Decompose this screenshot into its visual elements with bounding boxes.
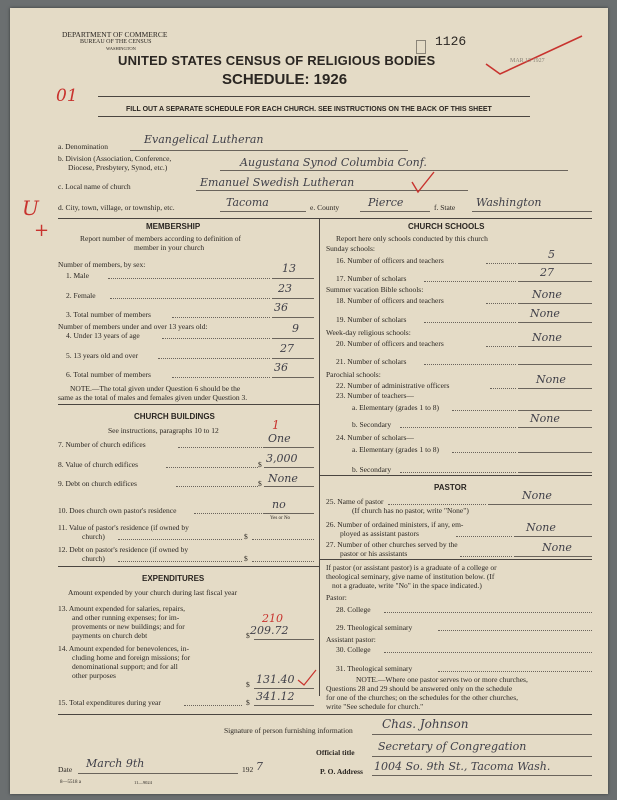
ordained-ministers-value: None — [526, 521, 556, 534]
local-name-label: c. Local name of church — [58, 182, 131, 191]
weekday-schools-label: Week-day religious schools: — [326, 328, 411, 337]
weekday-officers-value: None — [532, 331, 562, 344]
scholars-secondary-label: b. Secondary — [352, 465, 392, 474]
instructions: FILL OUT A SEPARATE SCHEDULE FOR EACH CHURCH. SEE INSTRUCTIONS ON THE BACK OF THIS SHEET — [126, 106, 492, 113]
po-address-label: P. O. Address — [320, 767, 363, 776]
residence-debt-label: 12. Debt on pastor's residence (if owned by — [58, 545, 189, 554]
edifices-value-label: 8. Value of church edifices — [58, 460, 139, 469]
church-buildings-intro: See instructions, paragraphs 10 to 12 — [108, 426, 219, 435]
pastor-name-label: 25. Name of pastor — [326, 497, 384, 506]
admin-officers-label: 22. Number of administrative officers — [336, 381, 450, 390]
teachers-secondary-value: None — [530, 412, 560, 425]
seminary-label: 29. Theological seminary — [336, 623, 413, 632]
red-annotation-one: 1 — [272, 418, 280, 432]
salaries-label-3: provements or new buildings; and for — [72, 622, 185, 631]
year-prefix: 192 — [242, 765, 254, 774]
female-label: 2. Female — [66, 291, 96, 300]
serves-note-3: for one of the churches; on the schedules for the other churches, — [326, 693, 519, 702]
under-13-label: 4. Under 13 years of age — [66, 331, 140, 340]
division-sublabel: Diocese, Presbytery, Synod, etc.) — [68, 163, 168, 172]
yes-or-no-hint: Yes or No — [270, 516, 291, 521]
salaries-label-1: 13. Amount expended for salaries, repairs, — [58, 604, 186, 613]
membership-intro: Report number of members according to definition of — [80, 234, 241, 243]
benevolences-label-4: other purposes — [72, 671, 116, 680]
ordained-ministers-label: 26. Number of ordained ministers, if any, em- — [326, 520, 464, 529]
signature-value: Chas. Johnson — [382, 717, 469, 731]
pastor-heading: PASTOR — [434, 483, 467, 492]
church-edifices-value: One — [268, 432, 291, 445]
pastor-sublabel: Pastor: — [326, 593, 347, 602]
sunday-officers-label: 16. Number of officers and teachers — [336, 256, 444, 265]
weekday-officers-label: 20. Number of officers and teachers — [336, 339, 444, 348]
total-members-value: 36 — [274, 301, 288, 314]
vacation-scholars-label: 19. Number of scholars — [336, 315, 407, 324]
red-annotation-01: 01 — [56, 86, 78, 106]
division-label: b. Division (Association, Conference, — [58, 154, 172, 163]
assistant-seminary-label: 31. Theological seminary — [336, 664, 413, 673]
church-edifices-label: 7. Number of church edifices — [58, 440, 146, 449]
total-expenditures-label: 15. Total expenditures during year — [58, 698, 161, 707]
weekday-scholars-label: 21. Number of scholars — [336, 357, 407, 366]
division-value: Augustana Synod Columbia Conf. — [240, 156, 427, 169]
other-churches-sublabel: pastor or his assistants — [340, 549, 408, 558]
total-expenditures-value: 341.12 — [256, 690, 295, 703]
male-value: 13 — [282, 262, 296, 275]
benevolences-label-1: 14. Amount expended for benevolences, in- — [58, 644, 190, 653]
total-members-label: 3. Total number of members — [66, 310, 151, 319]
sunday-officers-value: 5 — [548, 248, 555, 261]
by-sex-label: Number of members, by sex: — [58, 260, 146, 269]
ordained-ministers-sublabel: ployed as assistant pastors — [340, 529, 419, 538]
salaries-label-2: and other running expenses; for im- — [72, 613, 180, 622]
graduate-note-2: theological seminary, give name of institution below. (If — [326, 572, 495, 581]
expenditures-heading: EXPENDITURES — [142, 574, 205, 583]
teachers-elementary-label: a. Elementary (grades 1 to 8) — [352, 403, 440, 412]
sunday-scholars-value: 27 — [540, 266, 554, 279]
city-town-label: d. City, town, village, or township, etc. — [58, 203, 175, 212]
membership-intro2: member in your church — [134, 243, 205, 252]
benevolences-label-3: denominational support; and for all — [72, 662, 178, 671]
salaries-red-note: 210 — [262, 612, 283, 625]
college-label: 28. College — [336, 605, 371, 614]
membership-note-1: NOTE.—The total given under Question 6 should be the — [70, 384, 241, 393]
signature-label: Signature of person furnishing information — [224, 726, 353, 735]
scholars-elementary-label: a. Elementary (grades 1 to 8) — [352, 445, 440, 454]
male-label: 1. Male — [66, 271, 89, 280]
serves-note-4: write "See schedule for church." — [326, 702, 424, 711]
red-annotation-u: U — [22, 196, 39, 220]
over-13-label: 5. 13 years old and over — [66, 351, 139, 360]
other-churches-label: 27. Number of other churches served by the — [326, 540, 458, 549]
graduate-note-3: not a graduate, write "No" in the space indicated.) — [332, 581, 482, 590]
serial-number: 1126 — [435, 34, 467, 49]
bureau-label: BUREAU OF THE CENSUS — [80, 39, 152, 45]
schedule-title: SCHEDULE: 1926 — [222, 71, 348, 88]
total-members-2-label: 6. Total number of members — [66, 370, 151, 379]
city-label: WASHINGTON — [106, 46, 136, 51]
under-13-value: 9 — [292, 322, 299, 335]
debt-edifices-label: 9. Debt on church edifices — [58, 479, 137, 488]
state-value: Washington — [476, 196, 542, 209]
sunday-schools-label: Sunday schools: — [326, 244, 375, 253]
residence-value-label: 11. Value of pastor's residence (if owned by — [58, 523, 189, 532]
edifices-value-value: 3,000 — [266, 452, 298, 465]
serves-note-2: Questions 28 and 29 should be answered only on the schedule — [326, 684, 513, 693]
county-label: e. County — [310, 203, 340, 212]
vacation-schools-label: Summer vacation Bible schools: — [326, 285, 424, 294]
debt-edifices-value: None — [268, 472, 298, 485]
official-title-value: Secretary of Congregation — [378, 740, 527, 753]
church-schools-intro: Report here only schools conducted by this church — [336, 234, 488, 243]
salaries-label-4: payments on church debt — [72, 631, 148, 640]
other-churches-value: None — [542, 541, 572, 554]
sunday-scholars-label: 17. Number of scholars — [336, 274, 407, 283]
pastor-name-value: None — [522, 489, 552, 502]
total-members-2-value: 36 — [274, 361, 288, 374]
benevolences-label-2: cluding home and foreign missions; for — [72, 653, 191, 662]
year-suffix: 7 — [256, 760, 263, 773]
benevolences-value: 131.40 — [256, 673, 295, 686]
over-13-value: 27 — [280, 342, 294, 355]
county-value: Pierce — [368, 196, 404, 209]
denomination-value: Evangelical Lutheran — [144, 133, 264, 146]
under-over-13-label: Number of members under and over 13 years old: — [58, 322, 208, 331]
vacation-officers-value: None — [532, 288, 562, 301]
membership-note-2: same as the total of males and females given under Question 3. — [58, 393, 248, 402]
residence-value-sublabel: church) — [82, 532, 105, 541]
red-check-benevolences — [296, 668, 320, 688]
pastor-residence-label: 10. Does church own pastor's residence — [58, 506, 177, 515]
church-buildings-heading: CHURCH BUILDINGS — [134, 412, 215, 421]
date-label: Date — [58, 765, 73, 774]
teachers-label: 23. Number of teachers— — [336, 391, 414, 400]
salaries-value: 209.72 — [250, 624, 289, 637]
red-check-local — [408, 168, 438, 198]
female-value: 23 — [278, 282, 292, 295]
po-address-value: 1004 So. 9th St., Tacoma Wash. — [374, 760, 551, 773]
serial-box — [416, 40, 426, 54]
denomination-label: a. Denomination — [58, 142, 108, 151]
red-check-mark — [478, 32, 588, 80]
teachers-secondary-label: b. Secondary — [352, 420, 392, 429]
pastor-name-hint: (If church has no pastor, write "None") — [352, 506, 469, 515]
parochial-schools-label: Parochial schools: — [326, 370, 381, 379]
pastor-residence-value: no — [272, 498, 286, 511]
serves-note-1: NOTE.—Where one pastor serves two or more churches, — [356, 675, 528, 684]
date-value: March 9th — [86, 757, 145, 770]
vacation-scholars-value: None — [530, 307, 560, 320]
state-label: f. State — [434, 203, 456, 212]
graduate-note-1: If pastor (or assistant pastor) is a graduate of a college or — [326, 563, 497, 572]
received-stamp: MAR 15 1927 — [510, 58, 545, 64]
assistant-college-label: 30. College — [336, 645, 371, 654]
church-schools-heading: CHURCH SCHOOLS — [408, 222, 485, 231]
residence-debt-sublabel: church) — [82, 554, 105, 563]
form-number: 8—5518 a — [60, 780, 81, 785]
membership-heading: MEMBERSHIP — [146, 222, 201, 231]
print-code: 11—9024 — [134, 780, 152, 785]
census-form: DEPARTMENT OF COMMERCE BUREAU OF THE CENSUS WASHINGTON 1126 MAR 15 1927 UNITED STATES CENSUS OF RELIGIOUS BODIES SCHEDULE: 1926 01 FILL OUT A SEPARATE SCHEDULE FOR EACH CHURCH. SEE INSTRUCTIONS ON THE BACK OF THIS SHEET a. Denomination Evangelical Lutheran b. Division (Association, Conference, Diocese, Presbytery, Synod, etc.) Augustana Synod Columbia Conf. c. Local name of church Emanuel Swedish Lutheran d. City, town, village, or township, etc. Tacoma e. County Pierce f. State Washington U + MEMBERSHIP Report number of members according to definition of member in your church Number of members, by sex: 1. Male 13 2. Female 23 3. Total number of members 36 Number of members under and over 13 years old: 4. Under 13 years of age 9 5. 13 years old and over 27 6. Total number of members 36 NOTE.—The total given under Question 6 should be the same as the total of males and females given under Question 3. CHURCH BUILDINGS See instructions, paragraphs 10 to 12 1 7. Number of church edifices One 8. Value of church edifices $ 3,000 9. Debt on church edifices $ None 10. Does church own pastor's residence no Yes or No 11. Value of pastor's residence (if owned by church) $ 12. Debt on pastor's residence (if owned by church) $ EXPENDITURES Amount expended by your church during last fiscal year 13. Amount expended for salaries, repairs, and other running expenses; for im- provements or new buildings; and for payments on church debt $ 210 209.72 14. Amount expended for benevolences, in- cluding home and foreign missions; for denominational support; and for all other purposes $ 131.40 15. Total expenditures during year $ 341.12 CHURCH SCHOOLS Report here only schools conducted by this church Sunday schools: 16. Number of officers and teachers 5 17. Number of scholars 27 Summer vacation Bible schools: 18. Number of officers and teachers None 19. Number of scholars None Week-day religious schools: 20. Number of officers and teachers None 21. Number of scholars Parochial schools: 22. Number of administrative officers None 23. Number of teachers— a. Elementary (grades 1 to 8) b. Secondary None 24. Number of scholars— a. Elementary (grades 1 to 8) b. Secondary PASTOR 25. Name of pastor None (If church has no pastor, write "None") 26. Number of ordained ministers, if any, em- ployed as assistant pastors None 27. Number of other churches served by the pastor or his assistants None If pastor (or assistant pastor) is a graduate of a college or theological seminary, give name of institution below. (If not a graduate, write "No" in the space indicated.) Pastor: 28. College 29. Theological seminary Assistant pastor: 30. College 31. Theological seminary NOTE.—Where one pastor serves two or more churches, Questions 28 and 29 should be answered only on the schedule for one of the churches; on the schedules for the other churches, write "See schedule for church." Signature of person furnishing information Chas. Johnson Official title Secretary of Congregation Date March 9th 192 7 P. O. Address 1004 So. 9th St., Tacoma Wash. 8—5518 a 11—9024 — [10, 8, 608, 794]
department-label: DEPARTMENT OF COMMERCE — [62, 30, 168, 39]
admin-officers-value: None — [536, 373, 566, 386]
official-title-label: Official title — [316, 748, 355, 757]
expenditures-intro: Amount expended by your church during last fiscal year — [68, 588, 238, 597]
city-town-value: Tacoma — [226, 196, 269, 209]
scholars-label: 24. Number of scholars— — [336, 433, 414, 442]
local-name-value: Emanuel Swedish Lutheran — [200, 176, 355, 189]
form-title: UNITED STATES CENSUS OF RELIGIOUS BODIES — [118, 53, 436, 68]
vacation-officers-label: 18. Number of officers and teachers — [336, 296, 444, 305]
red-annotation-plus: + — [34, 220, 50, 241]
assistant-pastor-label: Assistant pastor: — [326, 635, 376, 644]
